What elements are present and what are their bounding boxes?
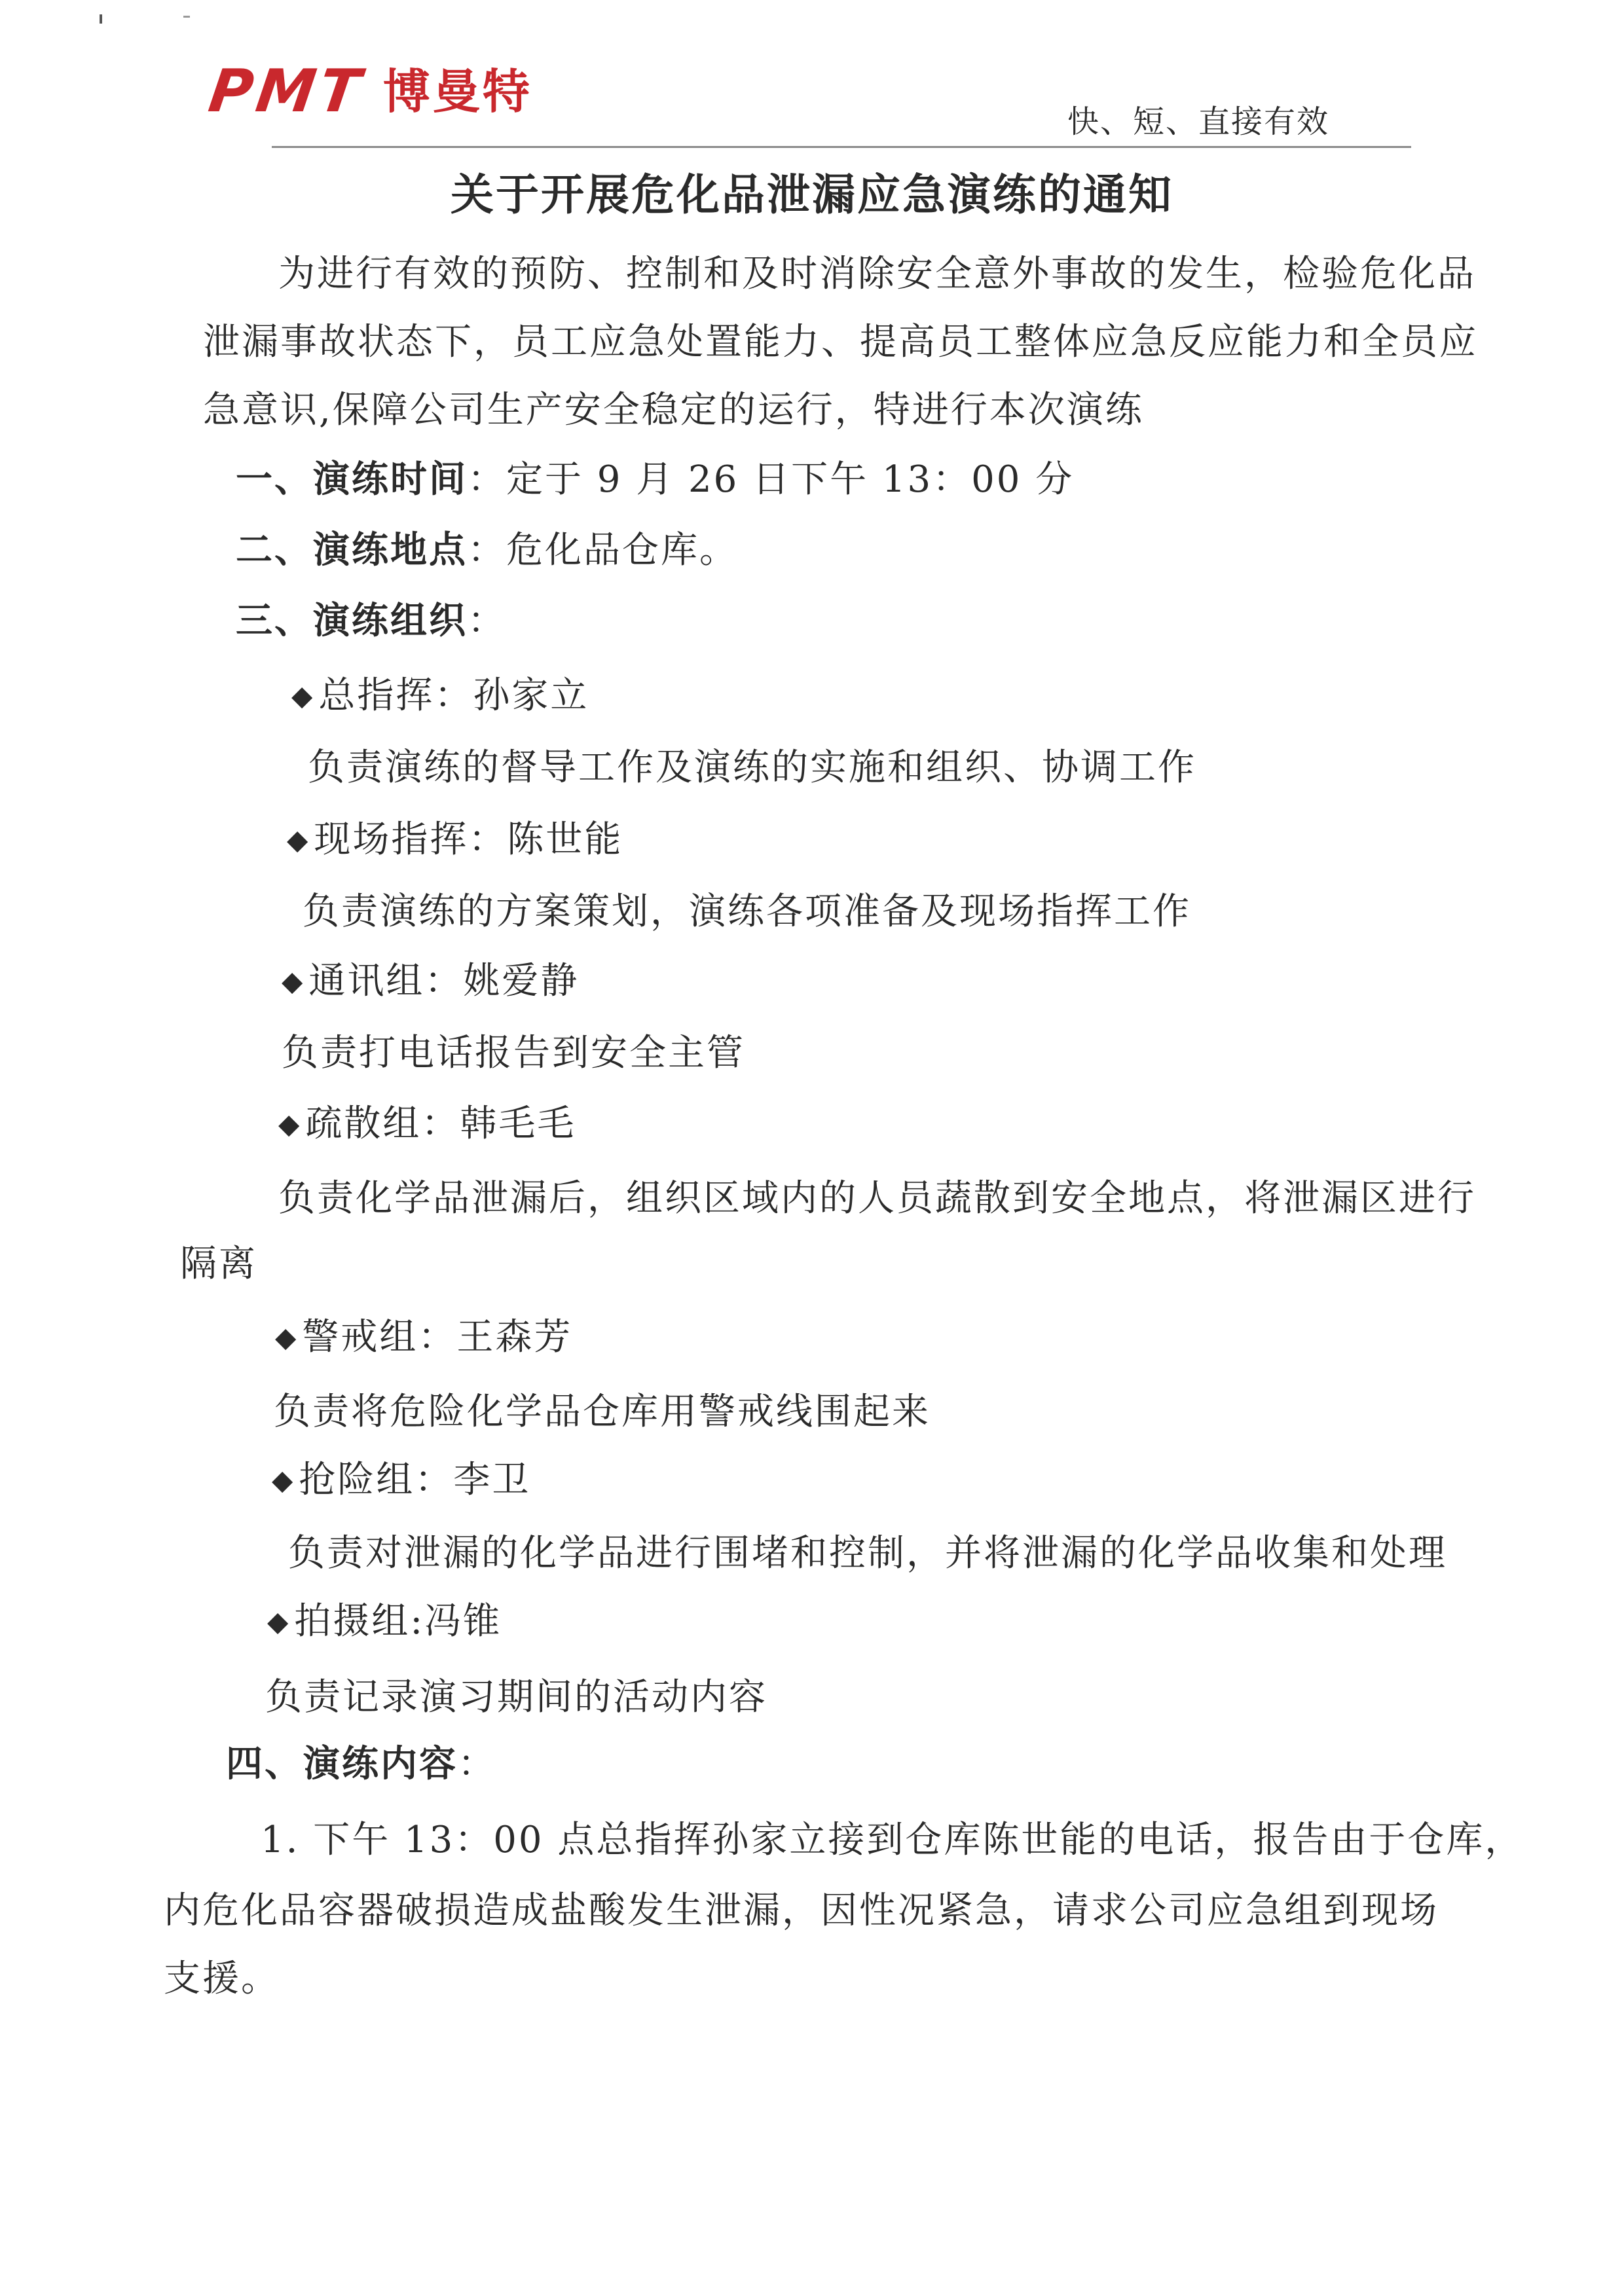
role-title-text: 警戒组：王森芳 [302,1316,573,1358]
document-title: 关于开展危化品泄漏应急演练的通知 [451,169,1173,220]
section-label: 一、演练时间 [236,458,468,501]
intro-line: 急意识,保障公司生产安全稳定的运行，特进行本次演练 [203,389,1144,431]
diamond-bullet-icon: ◆ [278,1108,302,1140]
content-line: 内危化品容器破损造成盐酸发生泄漏，因性况紧急，请求公司应急组到现场 [164,1889,1439,1932]
section-time [236,460,1074,500]
slogan: 快、短、直接有效 [1067,103,1329,140]
role-description: 负责演练的方案策划，演练各项准备及现场指挥工作 [303,890,1191,933]
diamond-bullet-icon: ◆ [282,965,305,997]
section-value: ： [458,1743,496,1785]
role-title-text: 通讯组：姚爱静 [308,960,580,1002]
role-title [291,676,589,716]
role-title-text: 总指挥：孙家立 [318,674,589,717]
role-title [278,1104,576,1144]
role-title-text: 现场指挥：陈世能 [314,818,623,861]
section-label: 三、演练组织 [236,599,468,642]
diamond-bullet-icon: ◆ [267,1605,291,1637]
diamond-bullet-icon: ◆ [291,680,315,712]
section-value: ： [468,600,506,642]
section-org [236,601,506,642]
role-description: 负责记录演习期间的活动内容 [265,1676,767,1719]
section-value: ：定于 9 月 26 日下午 13：00 分 [468,458,1075,501]
diamond-bullet-icon: ◆ [275,1321,299,1353]
role-description: 负责化学品泄漏后，组织区域内的人员蔬散到安全地点，将泄漏区进行 [278,1177,1476,1220]
section-label: 四、演练内容 [226,1742,458,1785]
role-title [287,820,623,860]
company-logo [204,57,532,126]
role-title-text: 抢险组：李卫 [299,1459,531,1501]
role-description: 负责打电话报告到安全主管 [282,1032,745,1074]
role-title [275,1317,572,1358]
logo-mark: PMT [204,57,369,126]
diamond-bullet-icon: ◆ [272,1464,295,1496]
content-line: 支援。 [164,1958,280,2000]
section-label: 二、演练地点 [236,528,468,572]
scan-mark [100,14,102,24]
role-title [267,1601,502,1642]
role-description: 隔离 [180,1243,257,1285]
content-line: 1. 下午 13：00 点总指挥孙家立接到仓库陈世能的电话，报告由于仓库， [261,1819,1524,1861]
section-content [226,1744,496,1785]
intro-line: 泄漏事故状态下，员工应急处置能力、提高员工整体应急反应能力和全员应 [203,321,1478,363]
role-title-text: 拍摄组:冯锥 [294,1600,502,1643]
section-value: ：危化品仓库。 [468,529,738,572]
role-description: 负责对泄漏的化学品进行围堵和控制，并将泄漏的化学品收集和处理 [288,1532,1447,1575]
diamond-bullet-icon: ◆ [287,824,310,856]
role-title-text: 疏散组：韩毛毛 [305,1102,576,1145]
role-title [272,1460,530,1501]
role-description: 负责演练的督导工作及演练的实施和组织、协调工作 [308,746,1196,789]
role-description: 负责将危险化学品仓库用警戒线围起来 [274,1391,931,1433]
logo-chinese-name: 博曼特 [382,64,532,119]
scan-mark [183,16,190,18]
intro-line: 为进行有效的预防、控制和及时消除安全意外事故的发生，检验危化品 [278,253,1476,295]
section-place [236,530,738,571]
letterhead [204,57,1408,154]
role-title [282,961,579,1002]
header-divider [272,146,1411,148]
